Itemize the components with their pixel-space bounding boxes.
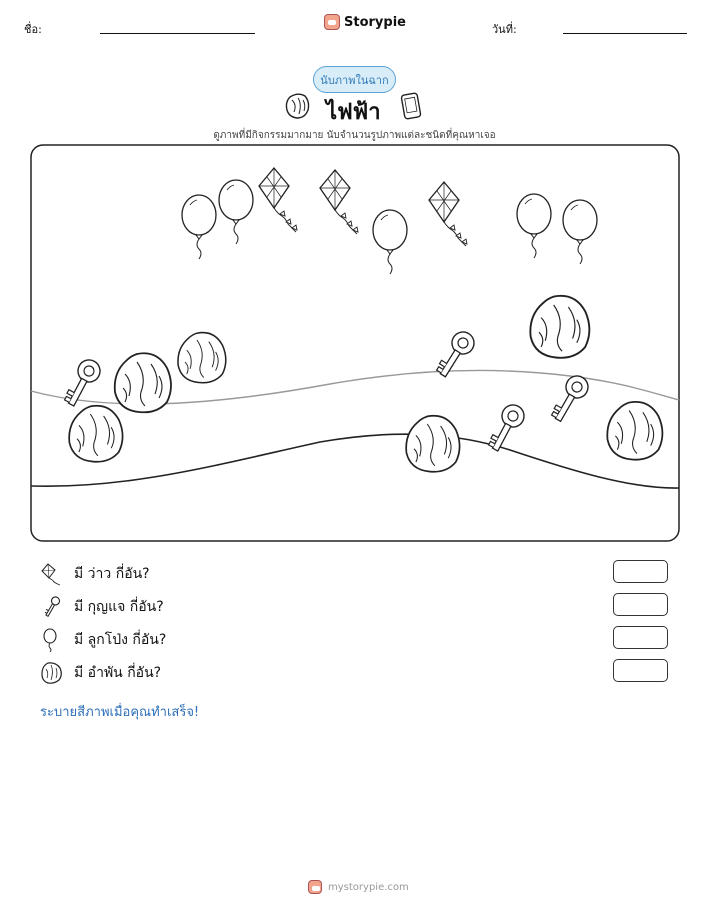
question-amber-text: มี อำพัน กี่อัน? <box>74 665 162 681</box>
question-kite <box>40 561 150 587</box>
activity-badge: นับภาพในฉาก <box>313 66 396 93</box>
question-amber <box>40 660 161 686</box>
brand-name: Storypie <box>344 14 406 30</box>
name-line[interactable] <box>100 33 255 34</box>
coloring-note: ระบายสีภาพเมื่อคุณทำเสร็จ! <box>40 705 200 720</box>
footer <box>308 880 409 894</box>
amber-rock-icon <box>285 92 311 120</box>
question-key <box>40 594 164 620</box>
footer-logo-icon <box>308 880 322 894</box>
instructions: ดูภาพที่มีกิจกรรมมากมาย นับจำนวนรูปภาพแต่ละชนิดที่คุณหาเจอ <box>213 130 496 141</box>
brand <box>324 14 406 30</box>
answer-box-balloon[interactable] <box>613 626 668 649</box>
date-line[interactable] <box>563 33 687 34</box>
storypie-logo-icon <box>324 14 340 30</box>
question-balloon <box>40 627 166 653</box>
footer-url[interactable]: mystorypie.com <box>328 881 409 893</box>
phone-icon <box>398 92 424 120</box>
date-label: วันที่: <box>492 23 517 36</box>
answer-box-key[interactable] <box>613 593 668 616</box>
page-title: ไฟฟ้า <box>326 100 381 125</box>
answer-box-kite[interactable] <box>613 560 668 583</box>
name-label: ชื่อ: <box>24 23 42 36</box>
rock-icon <box>40 661 64 685</box>
answer-box-amber[interactable] <box>613 659 668 682</box>
key-icon <box>40 595 64 619</box>
scene-panel <box>30 144 680 542</box>
balloon-icon <box>40 628 64 652</box>
kite-icon <box>40 562 64 586</box>
question-kite-text: มี ว่าว กี่อัน? <box>74 566 150 582</box>
question-balloon-text: มี ลูกโป่ง กี่อัน? <box>74 632 167 648</box>
question-key-text: มี กุญแจ กี่อัน? <box>74 599 164 615</box>
